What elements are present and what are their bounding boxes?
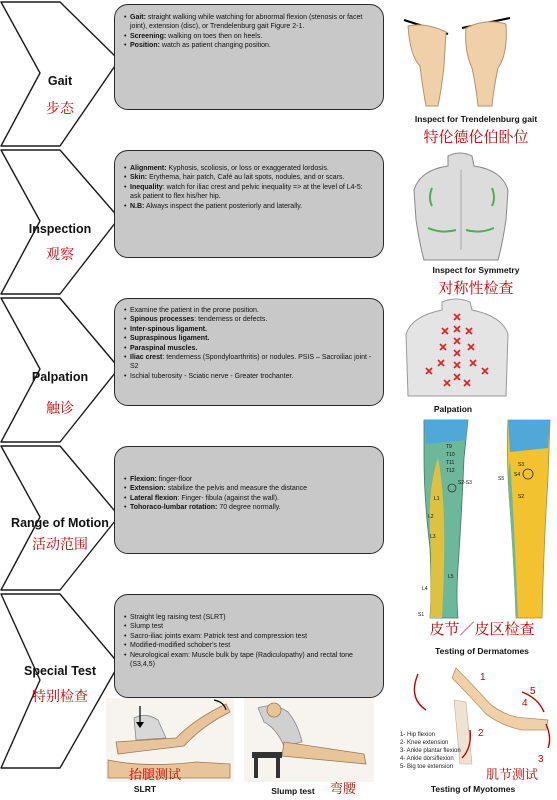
figure-caption-chinese: 肌节测试 — [485, 767, 538, 782]
list-item: • Modified-modified schober's test — [124, 641, 374, 650]
list-item: • Skin: Erythema, hair patch, Café au lait spots, nodules, and or scars. — [124, 173, 374, 182]
step-title-chinese: 特别检查 — [32, 688, 88, 704]
list-item: • Tohoraco-lumbar rotation: 70 degree normally. — [124, 503, 374, 512]
list-item: • Examine the patient in the prone position. — [124, 306, 374, 315]
bullet-list — [124, 13, 374, 51]
myotome-number: 2 — [478, 728, 484, 739]
figure-caption-chinese: 特伦德伦伯卧位 — [423, 129, 529, 146]
palpation-description-box — [114, 298, 384, 406]
dermatome-label: S2 — [518, 494, 525, 500]
list-item: • Supraspinous ligament. — [124, 334, 374, 343]
bullet-list — [124, 306, 374, 381]
special-test-description-box — [114, 594, 384, 698]
step-gait-chevron — [0, 0, 120, 148]
step-title-chinese: 步态 — [46, 100, 74, 116]
step-inspection-chevron — [0, 148, 120, 296]
list-item: • Ischial tuberosity - Sciatic nerve - Greater trochanter. — [124, 372, 374, 381]
dermatome-label: L1 — [434, 496, 440, 502]
dermatome-label: T10 — [446, 452, 455, 458]
dermatome-label: S4 — [514, 472, 521, 478]
figure-caption: Inspect for Trendelenburg gait — [414, 114, 538, 124]
step-title-chinese: 触诊 — [46, 400, 74, 416]
dermatome-label: S3 — [518, 462, 525, 468]
dermatome-label: L4 — [422, 586, 428, 592]
dermatome-label: T9 — [446, 444, 452, 450]
chevron-shape — [0, 592, 120, 772]
dermatomes-illustration — [418, 418, 554, 624]
back-palpation-icon — [398, 298, 518, 398]
list-item: • Neurological exam: Muscle bulk by tape (Radiculopathy) and rectal tone (S3,4,5) — [124, 651, 374, 670]
list-item: • Straight leg raising test (SLRT) — [124, 613, 374, 622]
step-title-chinese: 活动范围 — [32, 536, 88, 552]
myotome-legend-item: 5- Big toe extension — [400, 764, 454, 770]
myotome-legend-item: 4- Ankle dorsiflexion — [400, 756, 454, 762]
list-item: • Slump test — [124, 622, 374, 631]
myotome-number: 5 — [530, 686, 536, 697]
figure-caption-chinese: 抬腿测试 — [128, 767, 181, 782]
step-title: Special Test — [23, 664, 97, 678]
list-item: • Inequality: watch for iliac crest and pelvic inequality => at the level of L4-5: ask patient to flex his/her hip. — [124, 183, 374, 202]
slump-test-icon — [244, 698, 374, 782]
list-item: • Inter-spinous ligament. — [124, 325, 374, 334]
list-item: • Extension: stabilize the pelvis and measure the distance — [124, 484, 374, 493]
figure-caption: Inspect for Symmetry — [432, 265, 520, 275]
figure-caption: SLRT — [133, 784, 157, 794]
list-item: • N.B: Always inspect the patient posteriorly and laterally. — [124, 202, 374, 211]
myotome-legend-item: 1- Hip flexion — [400, 732, 436, 738]
list-item: • Alignment: Kyphosis, scoliosis, or loss or exaggerated lordosis. — [124, 164, 374, 173]
list-item: • Flexion: finger-floor — [124, 475, 374, 484]
list-item: • Position: watch as patient changing position. — [124, 41, 374, 50]
figure-caption-chinese: 对称性检查 — [438, 280, 514, 297]
dermatome-label: L5 — [448, 574, 454, 580]
myotome-number: 4 — [522, 698, 528, 709]
dermatome-label: T12 — [446, 468, 455, 474]
step-title: Range of Motion — [11, 516, 109, 530]
figure-caption-chinese: 皮节／皮区检查 — [429, 621, 535, 638]
step-title: Palpation — [31, 370, 89, 384]
list-item: • Screening: walking on toes then on heels. — [124, 32, 374, 41]
step-range-of-motion-chevron — [0, 444, 120, 592]
figure-caption: Testing of Dermatomes — [435, 646, 529, 656]
myotome-legend-item: 3- Ankle plantar flexion — [400, 748, 461, 754]
list-item: • Gait: straight walking while watching for abnormal flexion (stenosis or facet joint), extension (disc), or Trendelenburg gait Figure 2-1. — [124, 13, 374, 32]
bullet-list — [124, 613, 374, 669]
dermatome-label: S5 — [498, 476, 505, 482]
gait-description-box — [114, 4, 384, 110]
step-title: Gait — [47, 74, 73, 88]
dermatome-label: S1 — [418, 612, 425, 618]
step-palpation-chevron — [0, 296, 120, 444]
list-item: • Paraspinal muscles. — [124, 344, 374, 353]
myotome-legend-item: 2- Knee extension — [400, 740, 449, 746]
step-special-test-chevron — [0, 592, 120, 772]
dermatome-label: T11 — [446, 460, 455, 466]
list-item: • Sacro-iliac joints exam: Patrick test and compression test — [124, 632, 374, 641]
inspection-description-box — [114, 150, 384, 258]
dermatome-label: L2 — [428, 514, 434, 520]
slump-test-illustration — [244, 698, 374, 782]
step-title-chinese: 观察 — [46, 246, 74, 262]
dermatome-map-icon — [418, 418, 554, 624]
list-item: • Spinous processes: tenderness or defects. — [124, 315, 374, 324]
trendelenburg-illustration — [398, 6, 518, 110]
dermatome-label: S2-S3 — [458, 480, 472, 486]
myotome-number: 3 — [538, 754, 544, 765]
figure-caption: Palpation — [433, 404, 473, 414]
dermatome-label: L3 — [430, 534, 436, 540]
myotome-number: 1 — [480, 672, 486, 683]
figure-caption: Slump test — [271, 786, 315, 796]
bullet-list — [124, 164, 374, 211]
range-of-motion-description-box — [114, 446, 384, 554]
step-title: Inspection — [28, 222, 92, 236]
list-item: • Lateral flexion: Finger- fibula (against the wall). — [124, 494, 374, 503]
legs-back-view-icon — [398, 6, 518, 110]
back-symmetry-icon — [402, 150, 522, 262]
figure-caption-chinese: 弯腰 — [329, 781, 356, 796]
list-item: • Iliac crest: tenderness (Spondyloarthritis) or nodules. PSIS – Sacroiliac joint - S2 — [124, 353, 374, 372]
palpation-illustration — [398, 298, 518, 398]
symmetry-illustration — [402, 150, 522, 262]
figure-caption: Testing of Myotomes — [430, 784, 516, 794]
bullet-list — [124, 475, 374, 513]
